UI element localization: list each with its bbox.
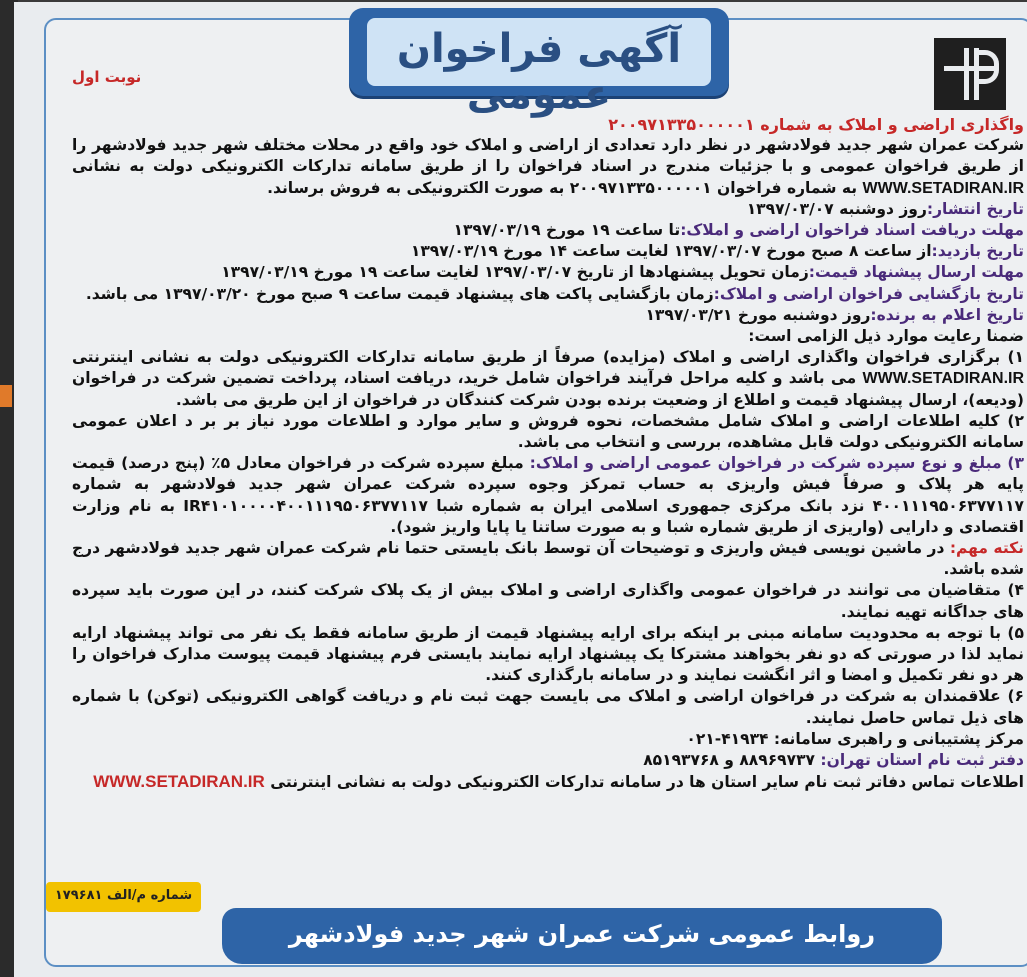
tehran-office	[72, 750, 1024, 771]
note-label: نکته مهم:	[949, 539, 1024, 558]
date-label: تاریخ بازدید:	[931, 242, 1024, 261]
condition-item-3	[72, 453, 1024, 538]
date-label: مهلت دریافت اسناد فراخوان اراضی و املاک:	[680, 221, 1024, 240]
date-label: مهلت ارسال پیشنهاد قیمت:	[808, 263, 1024, 282]
offices-text: اطلاعات تماس دفاتر ثبت نام سایر استان ها در سامانه تدارکات الکترونیکی دولت به نشانی اینترنتی	[270, 773, 1024, 792]
date-value: از ساعت ۸ صبح مورخ ۱۳۹۷/۰۳/۰۷ لغایت ساعت ۱۴ مورخ ۱۳۹۷/۰۳/۱۹	[410, 242, 932, 261]
item3-text: مبلغ سپرده شرکت در فراخوان معادل ۵٪ (پنج درصد) قیمت پایه هر پلاک و صرفاً فیش واریزی به حساب تمرکز وجوه سپرده شرکت عمران شهر جدید فولادشهر به شماره ۴۰۰۱۱۱۹۵۰۶۳۷۷۱۱۷ نزد بانک مرکزی جمهوری اسلامی ایران به شماره شبا IR۴۱۰۱۰۰۰۰۴۰۰۱۱۱۹۵۰۶۳۷۷۱۱۷ به نام وزارت اقتصادی و دارایی (واریزی از طریق شماره شبا و به صورت ساتنا یا پایا واریز شود).	[72, 454, 1024, 536]
condition-item-1	[72, 347, 1024, 411]
date-value: روز دوشنبه مورخ ۱۳۹۷/۰۳/۲۱	[645, 305, 871, 324]
newspaper-page	[14, 2, 1027, 977]
date-value: تا ساعت ۱۹ مورخ ۱۳۹۷/۰۳/۱۹	[453, 221, 681, 240]
intro-tail: به شماره فراخوان ۲۰۰۹۷۱۳۳۵۰۰۰۰۰۱ به صورت الکترونیکی به فروش برساند.	[267, 178, 858, 197]
intro-paragraph	[72, 135, 1024, 199]
date-label: تاریخ بازگشایی فراخوان اراضی و املاک:	[713, 284, 1024, 303]
note-text: در ماشین نویسی فیش واریزی و توضیحات آن توسط بانک بایستی حتما نام شرکت عمران شهر جدید فولادشهر درج شده باشد.	[72, 539, 1024, 579]
date-label: تاریخ انتشار:	[926, 199, 1024, 218]
ad-body	[72, 114, 1024, 794]
date-value: زمان تحویل پیشنهادها از تاریخ ۱۳۹۷/۰۳/۰۷ لغایت ساعت ۱۹ مورخ ۱۳۹۷/۰۳/۱۹	[221, 263, 809, 282]
date-docs-deadline	[72, 220, 1024, 241]
date-publish	[72, 199, 1024, 220]
tehran-label: دفتر ثبت نام استان تهران:	[820, 751, 1024, 770]
support-center: مرکز پشتیبانی و راهبری سامانه: ۴۱۹۳۴-۰۲۱	[686, 729, 1024, 748]
tehran-numbers: ۸۸۹۶۹۷۳۷ و ۸۵۱۹۳۷۶۸	[643, 751, 815, 770]
item1-text: ۱) برگزاری فراخوان واگذاری اراضی و املاک (مزایده) صرفاً از طریق سامانه تدارکات الکترونیکی دولت به نشانی اینترنتی	[72, 348, 1024, 367]
condition-item-6: ۶) علاقمندان به شرکت در فراخوان اراضی و املاک می بایست جهت ثبت نام و دریافت گواهی الکترونیکی (توکن) با شماره های ذیل تماس حاصل نمایند.	[72, 687, 1024, 727]
item1-url: WWW.SETADIRAN.IR	[862, 370, 1025, 388]
edge-marker	[0, 385, 12, 407]
date-winner	[72, 305, 1024, 326]
ad-title: آگهی فراخوان عمومی	[396, 26, 682, 118]
condition-item-4: ۴) متقاضیان می توانند در فراخوان عمومی واگذاری اراضی و املاک بیش از یک پلاک شرکت کنند، در این صورت باید سپرده های جداگانه تهیه نمایند.	[72, 581, 1024, 621]
date-visit	[72, 241, 1024, 262]
intro-url: WWW.SETADIRAN.IR	[862, 179, 1024, 197]
title-banner	[349, 8, 729, 118]
date-value: زمان بازگشایی پاکت های پیشنهاد قیمت ساعت ۹ صبح مورخ ۱۳۹۷/۰۳/۲۰ می باشد.	[85, 284, 714, 303]
organization-logo-icon	[934, 38, 1006, 110]
date-opening	[72, 284, 1024, 305]
other-offices	[72, 771, 1024, 793]
date-label: تاریخ اعلام به برنده:	[870, 305, 1024, 324]
signature-banner	[222, 908, 942, 964]
important-note	[72, 538, 1024, 580]
item3-label: ۳) مبلغ و نوع سپرده شرکت در فراخوان عمومی اراضی و املاک:	[529, 454, 1024, 473]
ad-number-badge	[46, 882, 201, 912]
condition-item-2: ۲) کلیه اطلاعات اراضی و املاک شامل مشخصات، نحوه فروش و سایر موارد و اطلاعات مورد نیاز بر بر د اعلان عمومی سامانه الکترونیکی دولت قابل مشاهده، بررسی و انتخاب می باشد.	[72, 411, 1024, 452]
intro-text: شرکت عمران شهر جدید فولادشهر در نظر دارد تعدادی از اراضی و املاک خود واقع در محلات مختلف شهر جدید فولادشهر را از طریق فراخوان عمومی و با جزئیات مندرج در اسناد فراخوان را از طریق سامانه تدارکات الکترونیکی دولت به نشانی	[72, 136, 1024, 176]
edition-label: نوبت اول	[72, 68, 142, 86]
signature-text: روابط عمومی شرکت عمران شهر جدید فولادشهر	[288, 920, 876, 948]
item1-tail: می باشد و کلیه مراحل فرآیند فراخوان شامل خرید، دریافت اسناد، پرداخت تضمین شرکت در فراخوان (ودیعه)، ارسال پیشنهاد قیمت و اطلاع از وضعیت برنده بودن شرکت کنندگان در فراخوان از این طریق می باشد.	[72, 369, 1024, 409]
date-value: روز دوشنبه ۱۳۹۷/۰۳/۰۷	[746, 199, 927, 218]
date-offer-deadline	[72, 262, 1024, 283]
ad-heading: واگذاری اراضی و املاک به شماره ۲۰۰۹۷۱۳۳۵۰۰۰۰۰۱	[608, 115, 1024, 134]
condition-item-5: ۵) با توجه به محدودیت سامانه مبنی بر اینکه برای ارایه پیشنهاد قیمت از طریق سامانه فقط یک نفر می تواند پیشنهاد ارایه نماید لذا در صورتی که دو نفر بخواهند مشترکا یک پیشنهاد ارایه نمایند بایستی فرم پیشنهاد قیمت پیوست مدارک فراخوان را هر دو نفر تکمیل و امضا و اثر انگشت نمایند و در سامانه بارگذاری کنند.	[72, 623, 1024, 685]
offices-url: WWW.SETADIRAN.IR	[93, 772, 265, 792]
conditions-intro: ضمنا رعایت موارد ذیل الزامی است:	[748, 327, 1024, 346]
ad-number: شماره م/الف ۱۷۹۶۸۱	[54, 888, 193, 903]
